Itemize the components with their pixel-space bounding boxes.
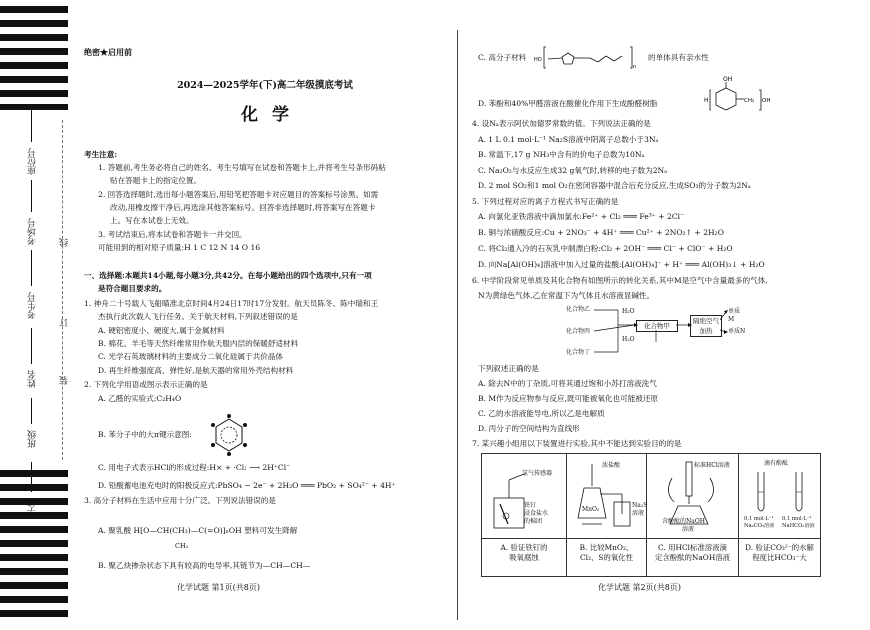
notice-item: 贴在答题卡上的指定位置。 (110, 176, 202, 185)
phenol-formaldehyde-resin-figure (704, 76, 774, 114)
naoh-phenolphthalein-label: 含酚酞的NaOH (662, 518, 705, 525)
nahco3-label: NaHCO₃溶液 (782, 523, 815, 529)
q5-stem: 5. 下列过程对应的离子方程式书写正确的是 (472, 197, 619, 206)
svg-text:n: n (633, 64, 637, 70)
svg-text:OH: OH (762, 98, 771, 104)
q3-option-a: A. 聚乳酸 H[O—CH(CH₃)—C(=O)]ₙOH 塑料可发生降解 (98, 526, 298, 535)
q6-option-c: C. 乙的水溶液能导电,所以乙是电解质 (478, 409, 605, 418)
na2co3-conc-label: 0.1 mol·L⁻¹ (744, 516, 774, 522)
h2o-top-label: H₂O (622, 308, 635, 315)
q5-option-c: C. 将Cl₂通入冷的石灰乳中制漂白粉:Cl₂ + 2OH⁻ ═══ Cl⁻ + ClO⁻ + H₂O (478, 244, 733, 253)
q1-stem: 1. 神舟二十号载人飞船瞄准北京时间4月24日17时17分发射。航天员陈冬、陈中瑞和王 (84, 299, 379, 308)
candidate-number-field: 考生号 (28, 292, 38, 319)
name-field: 姓名 (28, 370, 38, 388)
q2-option-a: A. 乙醛的实验式:C₂H₄O (98, 394, 182, 403)
notice-item: 2. 回答选择题时,选出每小题答案后,用铅笔把答题卡对应题目的答案标号涂黑。如需 (98, 190, 379, 199)
q7-option-a-line2: 吸氧腐蚀 (509, 553, 539, 563)
solution-label: 溶液 (632, 510, 645, 517)
saltwater-label: 浸食盐水 (524, 510, 549, 517)
polymer-structure-figure (534, 44, 644, 72)
svg-text:H: H (704, 97, 709, 104)
experiment-table (481, 453, 821, 577)
q4-option-d: D. 2 mol SO₂和1 mol O₂在密闭容器中混合后充分反应,生成SO₃的分子数为2Nₐ (478, 181, 751, 190)
q7-option-d-line2: 程度比HCO₃⁻大 (752, 553, 807, 563)
nahco3-conc-label: 0.1 mol·L⁻¹ (782, 516, 812, 522)
exam-title: 2024—2025学年(下)高二年级摸底考试 (177, 80, 353, 91)
name-line (31, 328, 32, 364)
seal-dashed-line (62, 120, 63, 460)
q4-stem: 4. 设Nₐ表示阿伏加德罗常数的值。下列说法正确的是 (472, 119, 651, 128)
school-line (31, 462, 32, 492)
q7-stem: 7. 某兴趣小组用以下装置进行实验,其中不能达到实验目的的是 (472, 439, 682, 448)
q5-option-a: A. 向氯化亚铁溶液中滴加氯水:Fe²⁺ + Cl₂ ═══ Fe³⁺ + 2Cl⁻ (478, 212, 685, 221)
q3-option-b: B. 聚乙炔掺杂状态下具有较高的电导率,其链节为—CH—CH— (98, 561, 311, 570)
h2o-bottom-label: H₂O (622, 336, 635, 343)
benzene-pi-bond-figure (211, 414, 247, 456)
q6-stem: 6. 中学阶段常见单质及其化合物有如图所示的转化关系,其中M是空气中含量最多的气体, (472, 276, 768, 285)
q7-option-d (739, 543, 820, 564)
q5-option-d: D. 向Na[Al(OH)₄]溶液中加入过量的盐酸:[Al(OH)₄]⁻ + H⁺ ═══ Al(OH)₃↓ + H₂O (478, 260, 765, 269)
cotton-label: 的棉团 (524, 518, 543, 525)
q6-option-a: A. 除去N中的丁杂质,可将其通过饱和小苏打溶液洗气 (478, 379, 657, 388)
table-row-divider (482, 538, 820, 539)
diagram-arrows (566, 302, 746, 360)
q4-option-b: B. 常温下,17 g NH₃中含有的价电子总数为10Nₐ (478, 150, 645, 159)
q7-option-a-line1: A. 验证铁钉的 (500, 543, 548, 552)
q2-stem: 2. 下列化学用语或图示表示正确的是 (84, 380, 208, 389)
q3-option-c-prefix: C. 高分子材料 (478, 53, 527, 62)
q7-option-a (482, 543, 566, 564)
q6-option-d: D. 丙分子的空间结构为直线形 (478, 424, 580, 433)
na2co3-label: Na₂CO₃溶液 (744, 523, 775, 529)
exam-room-line (31, 180, 32, 212)
compound-d-label: 化合物丁 (566, 349, 591, 356)
isolate-air-label: 隔绝空气 (693, 317, 719, 325)
conc-hcl-label: 浓盐酸 (602, 462, 621, 469)
na2s-label: Na₂S (632, 502, 648, 509)
secret-mark: 绝密★启用前 (84, 47, 132, 57)
notice-item: 1. 答题前,考生务必将自己的姓名、考生号填写在试卷和答题卡上,并将考生号条形码粘 (98, 163, 386, 172)
atomic-masses: 可能用到的相对原子质量:H 1 C 12 N 14 O 16 (98, 243, 261, 252)
seat-number-field: 座位号 (28, 148, 38, 175)
std-hcl-label: 标准HCl溶液 (694, 462, 730, 469)
conversion-diagram (566, 302, 746, 360)
seal-mark-bind: 装 (60, 376, 70, 385)
q5-option-b: B. 铜与浓硝酸反应:Cu + 2NO₃⁻ + 4H⁺ ═══ Cu²⁺ + 2NO₂↑ + 2H₂O (478, 228, 724, 237)
q3-option-a-methyl: CH₃ (175, 542, 189, 550)
heat-label: 加热 (699, 327, 713, 335)
phenolphthalein-label: 滴有酚酞 (764, 460, 789, 467)
notice-item: 3. 考试结束后,将本试卷和答题卡一并交回。 (98, 230, 247, 239)
compound-b-label: 化合物乙 (566, 306, 591, 313)
section-heading: 一、选择题:本题共14小题,每小题3分,共42分。在每小题给出的四个选项中,只有一项 (84, 271, 372, 280)
q7-option-c-line2: 定含酚酞的NaOH溶液 (654, 553, 731, 563)
q3-stem: 3. 高分子材料在生活中应用十分广泛。下列说法错误的是 (84, 496, 276, 505)
subject-title: 化学 (241, 105, 303, 125)
compound-c-label: 化合物丙 (566, 328, 591, 335)
footer-page-2: 化学试题 第2页(共8页) (598, 583, 681, 592)
school-field: 学校 (28, 498, 38, 516)
notice-item: 改动,用橡皮擦干净后,再选涂其他答案标号。回答非选择题时,将答案写在答题卡 (110, 203, 376, 212)
q3-option-d: D. 苯酚和40%甲醛溶液在酸催化作用下生成酚醛树脂 (478, 99, 658, 108)
q7-option-c-line1: C. 用HCl标准溶液滴 (658, 543, 727, 552)
q2-option-c: C. 用电子式表示HCl的形成过程:H× + ·Cl: ⟶ 2H⁺Cl⁻ (98, 463, 291, 472)
q7-option-b-line2: Cl₂、S的氧化性 (580, 553, 633, 563)
notice-title: 考生注意: (84, 150, 118, 159)
q7-option-d-line1: D. 验证CO₃²⁻的水解 (745, 543, 814, 552)
oxygen-sensor-label: 氯气传感器 (522, 470, 553, 477)
q6-lead: 下列叙述正确的是 (478, 364, 539, 373)
q1-stem-cont: 杰执行此次载人飞行任务。关于航天材料,下列叙述错误的是 (98, 312, 298, 321)
notice-item: 上。写在本试卷上无效。 (110, 216, 194, 225)
seal-mark-order: 订 (60, 318, 70, 327)
footer-page-1: 化学试题 第1页(共8页) (177, 583, 260, 592)
naoh-solution-label: 溶液 (682, 526, 695, 533)
section-heading-cont: 是符合题目要求的。 (98, 284, 167, 293)
class-line (31, 398, 32, 424)
q2-option-d: D. 铅酸蓄电池充电时的阳极反应式:PbSO₄ − 2e⁻ + 2H₂O ═══ PbO₂ + SO₄²⁻ + 4H⁺ (98, 481, 396, 490)
nail-label: 铁钉 (524, 502, 537, 509)
q1-option-a: A. 硬铝密度小、硬度大,属于金属材料 (98, 326, 225, 335)
q4-option-a: A. 1 L 0.1 mol·L⁻¹ Na₂S溶液中阴离子总数小于3Nₐ (478, 135, 659, 144)
svg-text:CH₂: CH₂ (744, 98, 755, 104)
q1-option-b: B. 棉花、羊毛等天然纤维常用作航天服内层的保暖舒适材料 (98, 339, 299, 348)
q4-option-c: C. Na₂O₂与水反应生成32 g氧气时,转移的电子数为2Nₐ (478, 166, 668, 175)
q7-option-b-line1: B. 比较MnO₂、 (579, 543, 634, 552)
seat-number-line (31, 110, 32, 142)
q2-option-b: B. 苯分子中的大π键示意图: (98, 430, 192, 439)
q1-option-d: D. 再生纤维强度高、弹性好,是航天器的常用外壳结构材料 (98, 366, 294, 375)
q3-option-c-suffix: 的单体具有亲水性 (648, 53, 709, 62)
exam-room-field: 考场号 (28, 218, 38, 245)
mno2-label: MnO₂ (582, 506, 600, 513)
class-field: 班级 (28, 430, 38, 448)
svg-text:HO: HO (534, 57, 542, 63)
candidate-number-line (31, 250, 32, 286)
seal-mark-line: 线 (60, 238, 70, 247)
q1-option-c: C. 光学石英玻璃材料的主要成分二氧化硅属于共价晶体 (98, 352, 284, 361)
q7-option-c (647, 543, 738, 564)
q6-stem-cont: N为黄绿色气体,乙在常温下为气体且水溶液显碱性。 (478, 291, 655, 300)
element-n-label: 单质N (728, 328, 746, 335)
element-m-label: 单质M (728, 308, 741, 324)
svg-text:OH: OH (723, 76, 733, 83)
q6-option-b: B. M作为反应物参与反应,既可能被氧化也可能被还原 (478, 394, 659, 403)
q7-option-b (567, 543, 646, 564)
page-divider (457, 30, 458, 620)
compound-a-box: 化合物甲 (636, 320, 678, 332)
